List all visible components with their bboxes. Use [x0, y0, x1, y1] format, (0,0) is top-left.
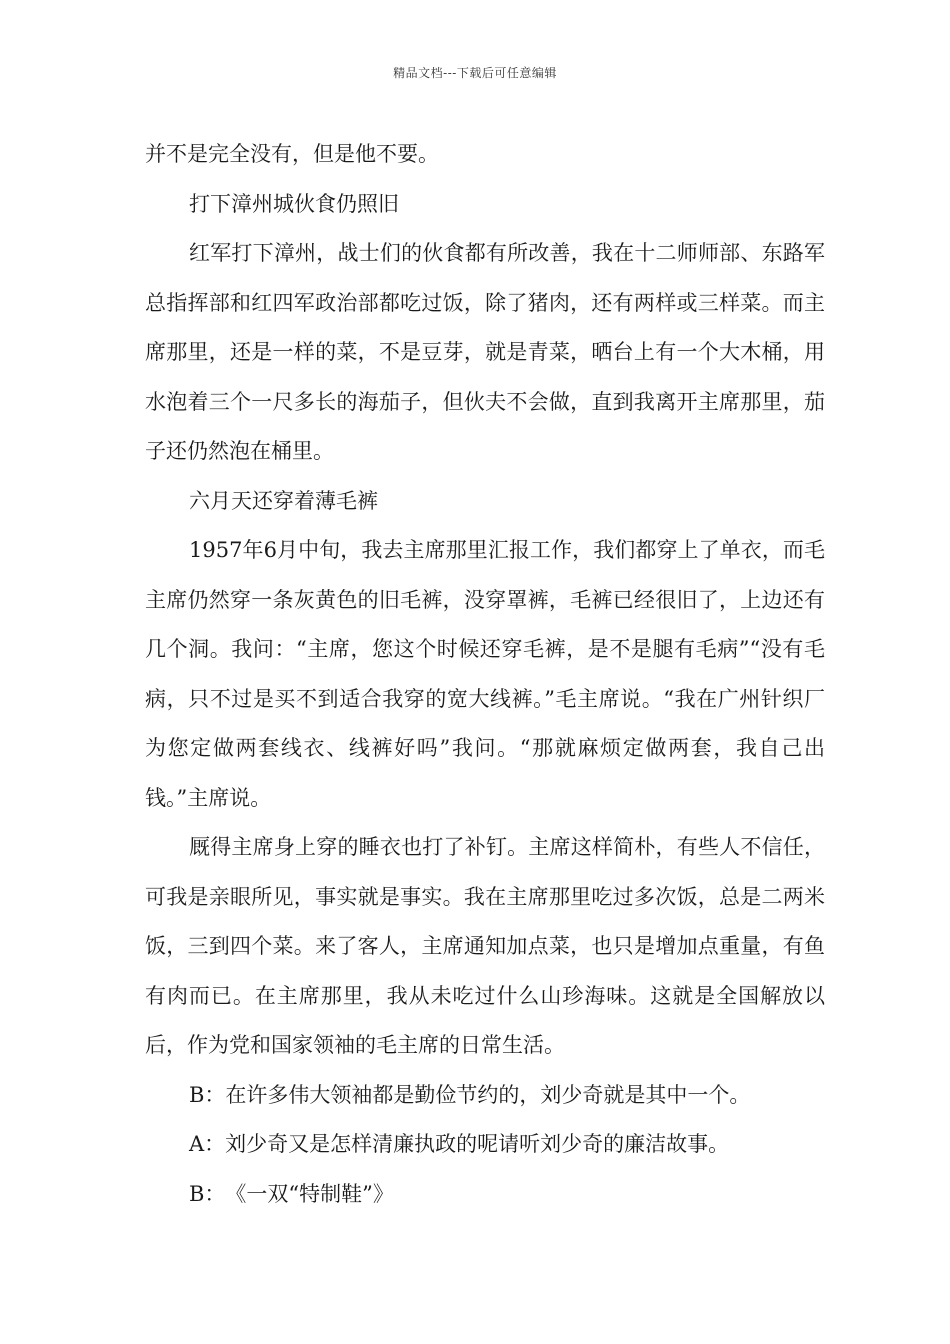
paragraph-continuation: 并不是完全没有，但是他不要。 — [145, 142, 439, 166]
document-body — [145, 130, 825, 1219]
paragraph-zhangzhou-meals: 红军打下漳州，战士们的伙食都有所改善，我在十二师师部、东路军总指挥部和红四军政治部都吃过饭，除了猪肉，还有两样或三样菜。而主席那里，还是一样的菜，不是豆芽，就是青菜，晒台上有一个大木桶，用水泡着三个一尺多长的海茄子，但伙夫不会做，直到我离开主席那里，茄子还仍然泡在桶里。 — [145, 241, 825, 463]
page-header: 精品文档---下载后可任意编辑 — [393, 66, 557, 80]
dialogue-line-a1: A：刘少奇又是怎样清廉执政的呢请听刘少奇的廉洁故事。 — [189, 1132, 730, 1156]
section-heading-zhangzhou: 打下漳州城伙食仍照旧 — [189, 191, 399, 216]
paragraph-woolen-trousers: 1957年6月中旬，我去主席那里汇报工作，我们都穿上了单衣，而毛主席仍然穿一条灰黄色的旧毛裤，没穿罩裤，毛裤已经很旧了，上边还有几个洞。我问：“主席，您这个时候还穿毛裤，是不是腿有毛病”“没有毛病，只不过是买不到适合我穿的宽大线裤。”毛主席说。“我在广州针织厂为您定做两套线衣、线裤好吗”我问。“那就麻烦定做两套，我自己出钱。”主席说。 — [145, 538, 825, 810]
dialogue-line-b1: B：在许多伟大领袖都是勤俭节约的，刘少奇就是其中一个。 — [189, 1082, 751, 1107]
section-heading-woolen-trousers: 六月天还穿着薄毛裤 — [189, 488, 378, 513]
paragraph-daily-life: 厩得主席身上穿的睡衣也打了补钉。主席这样简朴，有些人不信任，可我是亲眼所见，事实就是事实。我在主席那里吃过多次饭，总是二两米饭，三到四个菜。来了客人，主席通知加点菜，也只是增加点重量，有鱼有肉而已。在主席那里，我从未吃过什么山珍海味。这就是全国解放以后，作为党和国家领袖的毛主席的日常生活。 — [145, 835, 825, 1057]
dialogue-line-b2: B： 《一双“特制鞋”》 — [189, 1181, 394, 1206]
